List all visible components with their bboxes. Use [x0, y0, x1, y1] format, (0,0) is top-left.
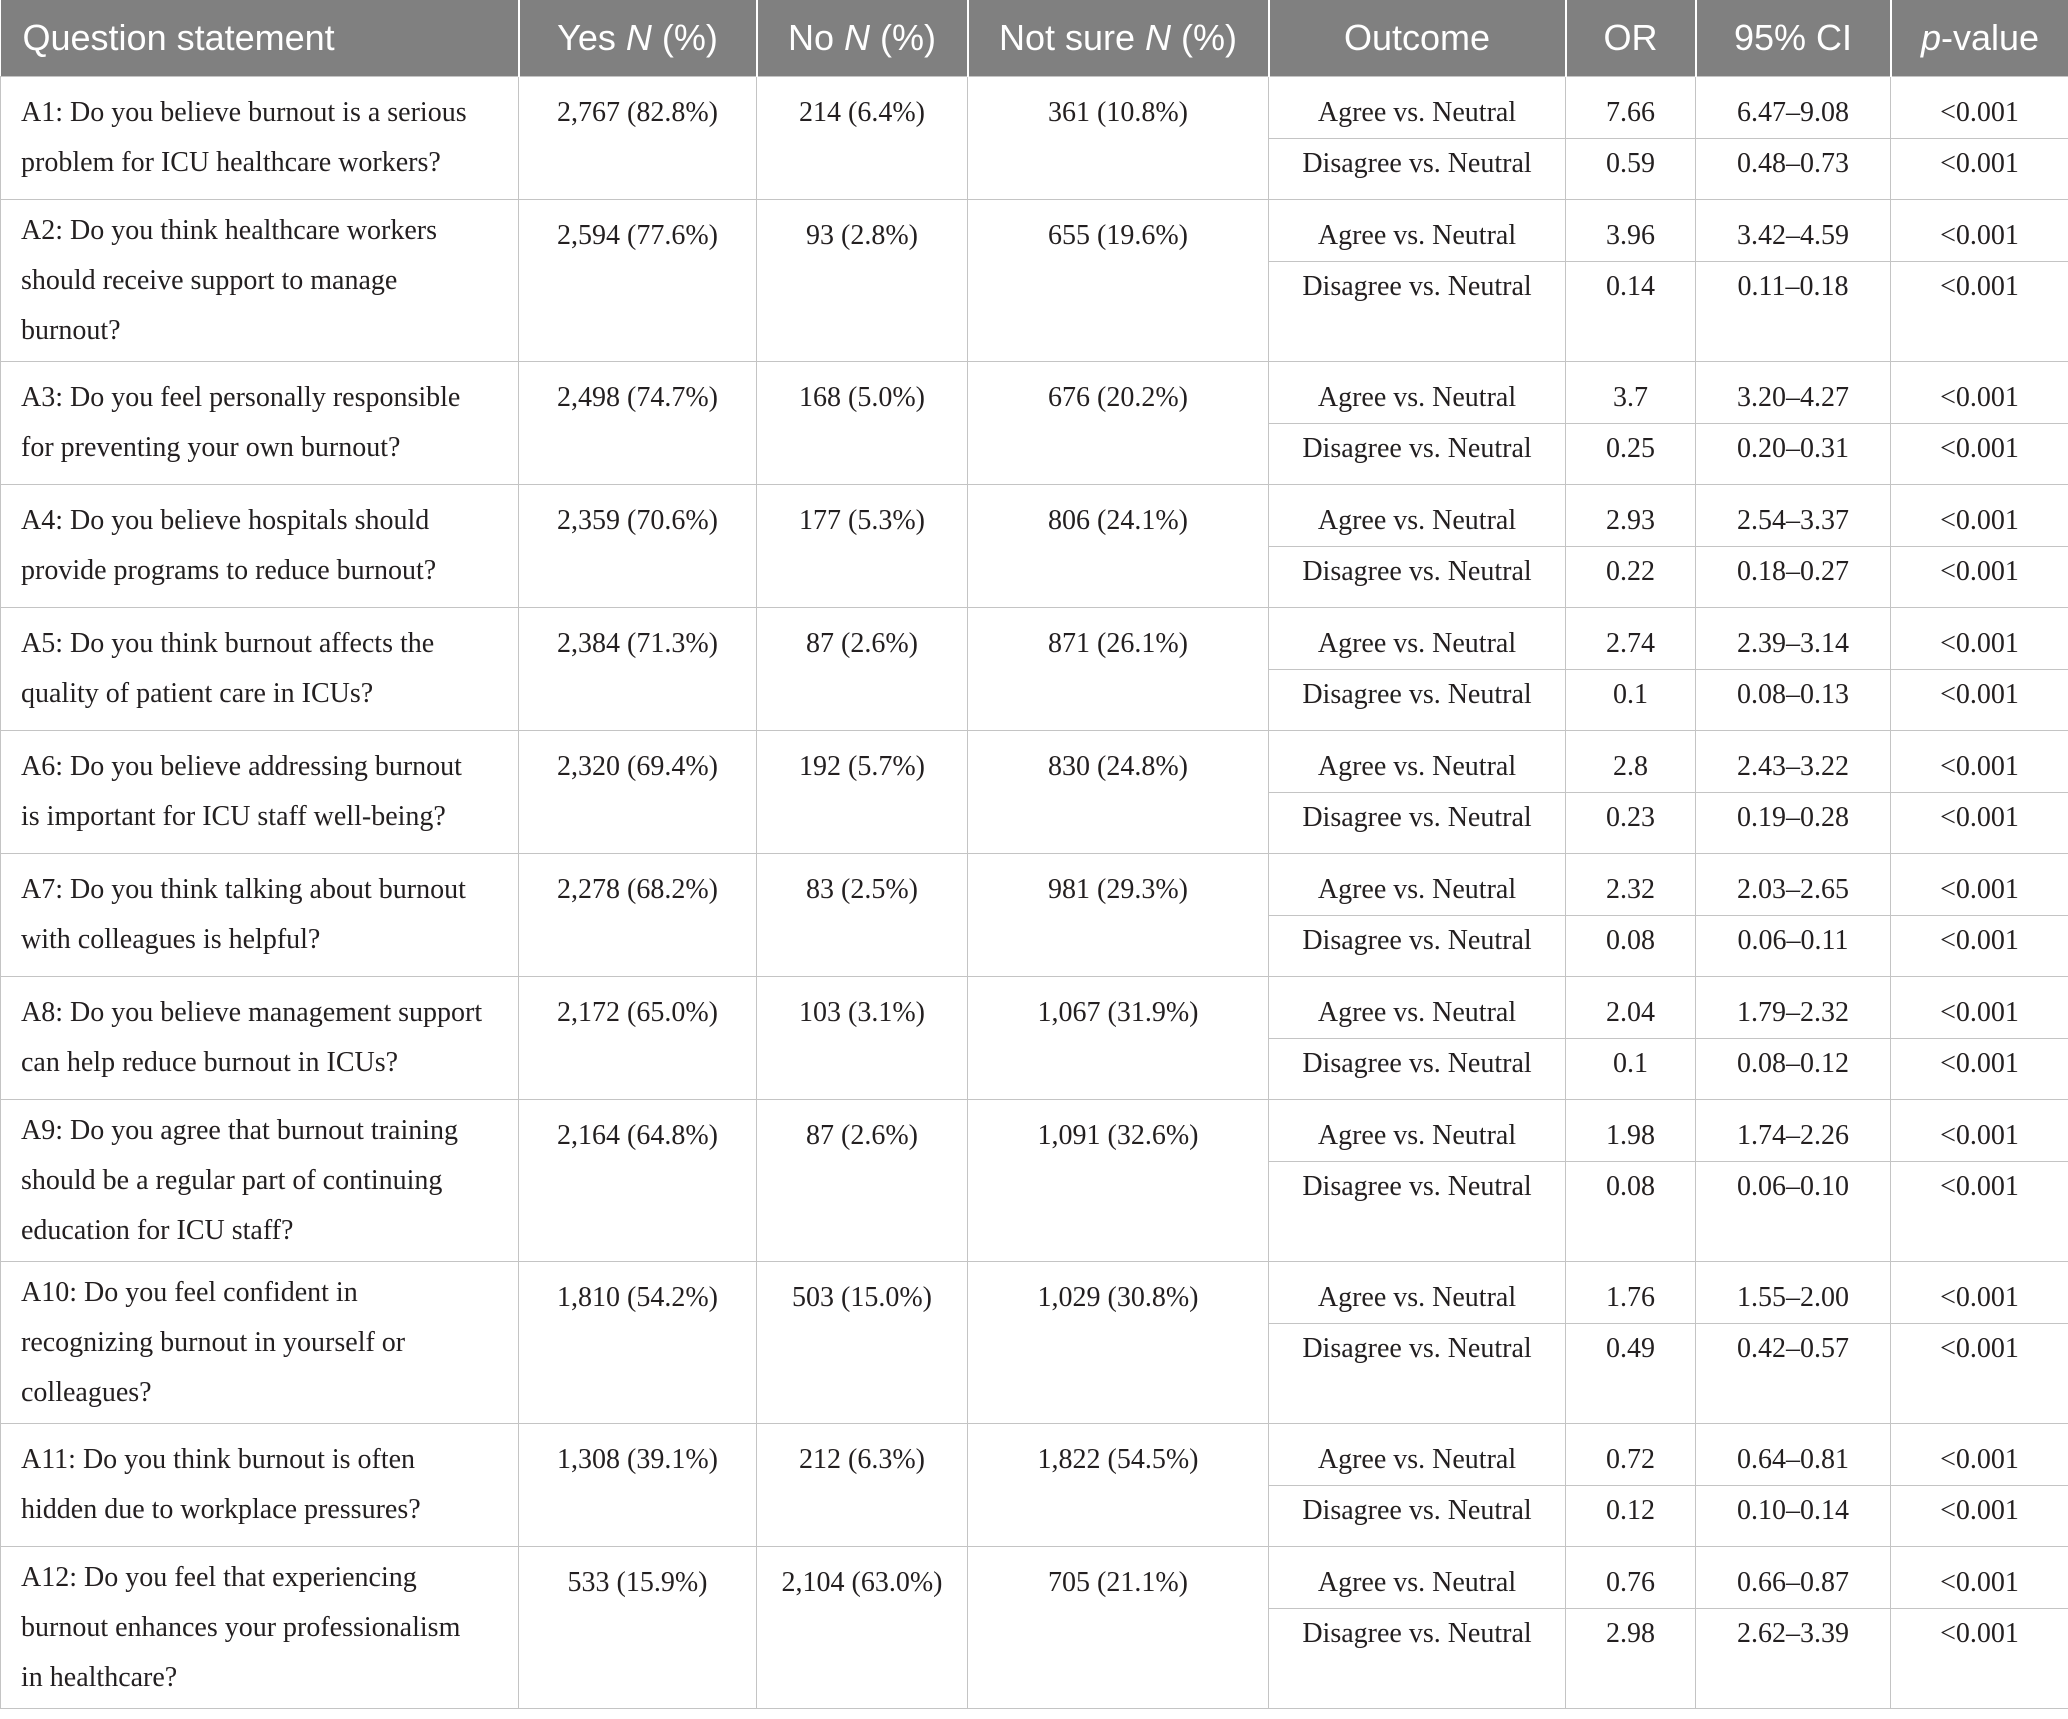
- question-line: in healthcare?: [21, 1661, 178, 1693]
- ci-cell: 2.54–3.37: [1696, 485, 1891, 547]
- p-value-cell: <0.001: [1891, 1324, 2068, 1424]
- or-cell: 0.1: [1566, 1039, 1696, 1100]
- question-line: A11: Do you think burnout is often: [21, 1444, 416, 1475]
- table-body: [1, 77, 2068, 1709]
- outcome-cell: Disagree vs. Neutral: [1269, 670, 1566, 731]
- p-value-cell: <0.001: [1891, 1486, 2068, 1547]
- table-row: [1, 1424, 2068, 1486]
- no-cell: 93 (2.8%): [757, 200, 968, 362]
- or-cell: 0.12: [1566, 1486, 1696, 1547]
- yes-cell: 2,384 (71.3%): [519, 608, 757, 731]
- question-cell: [1, 854, 519, 977]
- outcome-cell: Disagree vs. Neutral: [1269, 547, 1566, 608]
- ci-cell: 0.64–0.81: [1696, 1424, 1891, 1486]
- table-row: [1, 608, 2068, 670]
- question-line: should be a regular part of continuing: [21, 1164, 443, 1196]
- question-line: A12: Do you feel that experiencing: [21, 1561, 417, 1593]
- p-value-cell: <0.001: [1891, 731, 2068, 793]
- or-cell: 0.49: [1566, 1324, 1696, 1424]
- question-cell: [1, 77, 519, 200]
- question-line: should receive support to manage: [21, 264, 398, 296]
- outcome-cell: Disagree vs. Neutral: [1269, 1039, 1566, 1100]
- outcome-cell: Agree vs. Neutral: [1269, 1424, 1566, 1486]
- question-line: is important for ICU staff well-being?: [21, 801, 446, 832]
- question-line: A10: Do you feel confident in: [21, 1276, 358, 1308]
- or-cell: 2.93: [1566, 485, 1696, 547]
- or-cell: 2.04: [1566, 977, 1696, 1039]
- table-header: [1, 0, 2068, 77]
- or-cell: 0.08: [1566, 1162, 1696, 1262]
- ci-cell: 0.48–0.73: [1696, 139, 1891, 200]
- not-sure-cell: 361 (10.8%): [968, 77, 1269, 200]
- header-not-sure: Not sure N (%): [968, 0, 1269, 77]
- table-row: [1, 485, 2068, 547]
- question-line: problem for ICU healthcare workers?: [21, 147, 441, 178]
- yes-cell: 2,594 (77.6%): [519, 200, 757, 362]
- table-row: [1, 362, 2068, 424]
- p-value-cell: <0.001: [1891, 670, 2068, 731]
- or-cell: 3.7: [1566, 362, 1696, 424]
- outcome-cell: Agree vs. Neutral: [1269, 200, 1566, 262]
- question-cell: [1, 485, 519, 608]
- table-row: [1, 1100, 2068, 1162]
- or-cell: 2.32: [1566, 854, 1696, 916]
- question-cell: [1, 1547, 519, 1709]
- p-value-cell: <0.001: [1891, 1162, 2068, 1262]
- question-line: A7: Do you think talking about burnout: [21, 874, 466, 905]
- outcome-cell: Agree vs. Neutral: [1269, 77, 1566, 139]
- or-cell: 2.8: [1566, 731, 1696, 793]
- yes-cell: 2,320 (69.4%): [519, 731, 757, 854]
- question-cell: [1, 977, 519, 1100]
- ci-cell: 0.18–0.27: [1696, 547, 1891, 608]
- outcome-cell: Disagree vs. Neutral: [1269, 793, 1566, 854]
- not-sure-cell: 705 (21.1%): [968, 1547, 1269, 1709]
- yes-cell: 2,498 (74.7%): [519, 362, 757, 485]
- header-question: Question statement: [1, 0, 519, 77]
- p-value-cell: <0.001: [1891, 1547, 2068, 1609]
- table-row: [1, 1262, 2068, 1324]
- question-line: A8: Do you believe management support: [21, 997, 483, 1028]
- outcome-cell: Agree vs. Neutral: [1269, 1100, 1566, 1162]
- question-line: with colleagues is helpful?: [21, 924, 321, 955]
- question-line: colleagues?: [21, 1376, 152, 1408]
- outcome-cell: Agree vs. Neutral: [1269, 1547, 1566, 1609]
- question-line: A1: Do you believe burnout is a serious: [21, 97, 467, 128]
- ci-cell: 0.06–0.10: [1696, 1162, 1891, 1262]
- outcome-cell: Agree vs. Neutral: [1269, 608, 1566, 670]
- or-cell: 1.98: [1566, 1100, 1696, 1162]
- p-value-cell: <0.001: [1891, 1039, 2068, 1100]
- question-line: quality of patient care in ICUs?: [21, 678, 374, 709]
- question-line: A3: Do you feel personally responsible: [21, 382, 461, 413]
- question-line: education for ICU staff?: [21, 1214, 294, 1246]
- yes-cell: 2,172 (65.0%): [519, 977, 757, 1100]
- header-ci: 95% CI: [1696, 0, 1891, 77]
- question-line: A6: Do you believe addressing burnout: [21, 751, 462, 782]
- yes-cell: 2,278 (68.2%): [519, 854, 757, 977]
- no-cell: 87 (2.6%): [757, 1100, 968, 1262]
- outcome-cell: Disagree vs. Neutral: [1269, 424, 1566, 485]
- question-cell: [1, 1424, 519, 1547]
- yes-cell: 1,308 (39.1%): [519, 1424, 757, 1547]
- question-cell: [1, 362, 519, 485]
- no-cell: 214 (6.4%): [757, 77, 968, 200]
- p-value-cell: <0.001: [1891, 793, 2068, 854]
- outcome-cell: Disagree vs. Neutral: [1269, 1486, 1566, 1547]
- question-line: burnout enhances your professionalism: [21, 1611, 461, 1643]
- table-row: [1, 731, 2068, 793]
- ci-cell: 6.47–9.08: [1696, 77, 1891, 139]
- or-cell: 0.23: [1566, 793, 1696, 854]
- ci-cell: 3.42–4.59: [1696, 200, 1891, 262]
- question-line: A2: Do you think healthcare workers: [21, 214, 437, 246]
- no-cell: 503 (15.0%): [757, 1262, 968, 1424]
- question-line: burnout?: [21, 314, 121, 346]
- or-cell: 0.25: [1566, 424, 1696, 485]
- or-cell: 0.08: [1566, 916, 1696, 977]
- p-value-cell: <0.001: [1891, 1100, 2068, 1162]
- ci-cell: 0.19–0.28: [1696, 793, 1891, 854]
- or-cell: 0.72: [1566, 1424, 1696, 1486]
- outcome-cell: Agree vs. Neutral: [1269, 731, 1566, 793]
- header-or: OR: [1566, 0, 1696, 77]
- not-sure-cell: 806 (24.1%): [968, 485, 1269, 608]
- table-row: [1, 977, 2068, 1039]
- question-line: hidden due to workplace pressures?: [21, 1494, 421, 1525]
- ci-cell: 0.10–0.14: [1696, 1486, 1891, 1547]
- no-cell: 192 (5.7%): [757, 731, 968, 854]
- ci-cell: 1.55–2.00: [1696, 1262, 1891, 1324]
- p-value-cell: <0.001: [1891, 977, 2068, 1039]
- outcome-cell: Disagree vs. Neutral: [1269, 139, 1566, 200]
- question-line: provide programs to reduce burnout?: [21, 555, 437, 586]
- outcome-cell: Agree vs. Neutral: [1269, 485, 1566, 547]
- or-cell: 2.74: [1566, 608, 1696, 670]
- table-row: [1, 77, 2068, 139]
- yes-cell: 2,164 (64.8%): [519, 1100, 757, 1262]
- or-cell: 0.22: [1566, 547, 1696, 608]
- ci-cell: 2.62–3.39: [1696, 1609, 1891, 1709]
- p-value-cell: <0.001: [1891, 608, 2068, 670]
- outcome-cell: Agree vs. Neutral: [1269, 854, 1566, 916]
- not-sure-cell: 1,822 (54.5%): [968, 1424, 1269, 1547]
- ci-cell: 2.03–2.65: [1696, 854, 1891, 916]
- ci-cell: 1.79–2.32: [1696, 977, 1891, 1039]
- outcome-cell: Disagree vs. Neutral: [1269, 1324, 1566, 1424]
- yes-cell: 2,359 (70.6%): [519, 485, 757, 608]
- p-value-cell: <0.001: [1891, 200, 2068, 262]
- yes-cell: 1,810 (54.2%): [519, 1262, 757, 1424]
- header-row: [1, 0, 2068, 77]
- ci-cell: 0.11–0.18: [1696, 262, 1891, 362]
- question-line: A5: Do you think burnout affects the: [21, 628, 435, 659]
- p-value-cell: <0.001: [1891, 139, 2068, 200]
- p-value-cell: <0.001: [1891, 1609, 2068, 1709]
- no-cell: 212 (6.3%): [757, 1424, 968, 1547]
- outcome-cell: Agree vs. Neutral: [1269, 362, 1566, 424]
- header-yes: Yes N (%): [519, 0, 757, 77]
- ci-cell: 0.42–0.57: [1696, 1324, 1891, 1424]
- ci-cell: 2.39–3.14: [1696, 608, 1891, 670]
- not-sure-cell: 655 (19.6%): [968, 200, 1269, 362]
- outcome-cell: Agree vs. Neutral: [1269, 1262, 1566, 1324]
- question-line: recognizing burnout in yourself or: [21, 1326, 406, 1358]
- or-cell: 2.98: [1566, 1609, 1696, 1709]
- yes-cell: 2,767 (82.8%): [519, 77, 757, 200]
- not-sure-cell: 1,091 (32.6%): [968, 1100, 1269, 1262]
- question-cell: [1, 200, 519, 362]
- or-cell: 0.14: [1566, 262, 1696, 362]
- no-cell: 103 (3.1%): [757, 977, 968, 1100]
- table-row: [1, 854, 2068, 916]
- question-cell: [1, 1100, 519, 1262]
- outcome-cell: Disagree vs. Neutral: [1269, 1609, 1566, 1709]
- ci-cell: 0.06–0.11: [1696, 916, 1891, 977]
- p-value-cell: <0.001: [1891, 424, 2068, 485]
- p-value-cell: <0.001: [1891, 916, 2068, 977]
- or-cell: 7.66: [1566, 77, 1696, 139]
- no-cell: 177 (5.3%): [757, 485, 968, 608]
- ci-cell: 0.66–0.87: [1696, 1547, 1891, 1609]
- question-line: for preventing your own burnout?: [21, 432, 401, 463]
- p-value-cell: <0.001: [1891, 547, 2068, 608]
- question-cell: [1, 1262, 519, 1424]
- no-cell: 168 (5.0%): [757, 362, 968, 485]
- ci-cell: 0.20–0.31: [1696, 424, 1891, 485]
- ci-cell: 3.20–4.27: [1696, 362, 1891, 424]
- no-cell: 2,104 (63.0%): [757, 1547, 968, 1709]
- p-value-cell: <0.001: [1891, 854, 2068, 916]
- ci-cell: 0.08–0.12: [1696, 1039, 1891, 1100]
- or-cell: 3.96: [1566, 200, 1696, 262]
- outcome-cell: Disagree vs. Neutral: [1269, 1162, 1566, 1262]
- question-line: A4: Do you believe hospitals should: [21, 505, 430, 536]
- table-row: [1, 200, 2068, 262]
- not-sure-cell: 1,029 (30.8%): [968, 1262, 1269, 1424]
- yes-cell: 533 (15.9%): [519, 1547, 757, 1709]
- no-cell: 87 (2.6%): [757, 608, 968, 731]
- p-value-cell: <0.001: [1891, 262, 2068, 362]
- p-value-cell: <0.001: [1891, 485, 2068, 547]
- not-sure-cell: 871 (26.1%): [968, 608, 1269, 731]
- table-row: [1, 1547, 2068, 1609]
- question-cell: [1, 608, 519, 731]
- not-sure-cell: 676 (20.2%): [968, 362, 1269, 485]
- ci-cell: 2.43–3.22: [1696, 731, 1891, 793]
- or-cell: 0.76: [1566, 1547, 1696, 1609]
- outcome-cell: Disagree vs. Neutral: [1269, 916, 1566, 977]
- p-value-cell: <0.001: [1891, 1262, 2068, 1324]
- or-cell: 1.76: [1566, 1262, 1696, 1324]
- not-sure-cell: 981 (29.3%): [968, 854, 1269, 977]
- header-outcome: Outcome: [1269, 0, 1566, 77]
- ci-cell: 1.74–2.26: [1696, 1100, 1891, 1162]
- p-value-cell: <0.001: [1891, 1424, 2068, 1486]
- question-line: A9: Do you agree that burnout training: [21, 1114, 459, 1146]
- not-sure-cell: 1,067 (31.9%): [968, 977, 1269, 1100]
- header-no: No N (%): [757, 0, 968, 77]
- p-value-cell: <0.001: [1891, 362, 2068, 424]
- or-cell: 0.1: [1566, 670, 1696, 731]
- not-sure-cell: 830 (24.8%): [968, 731, 1269, 854]
- or-cell: 0.59: [1566, 139, 1696, 200]
- question-line: can help reduce burnout in ICUs?: [21, 1047, 399, 1078]
- outcome-cell: Agree vs. Neutral: [1269, 977, 1566, 1039]
- no-cell: 83 (2.5%): [757, 854, 968, 977]
- outcome-cell: Disagree vs. Neutral: [1269, 262, 1566, 362]
- p-value-cell: <0.001: [1891, 77, 2068, 139]
- header-p-value: p-value: [1891, 0, 2068, 77]
- question-cell: [1, 731, 519, 854]
- ci-cell: 0.08–0.13: [1696, 670, 1891, 731]
